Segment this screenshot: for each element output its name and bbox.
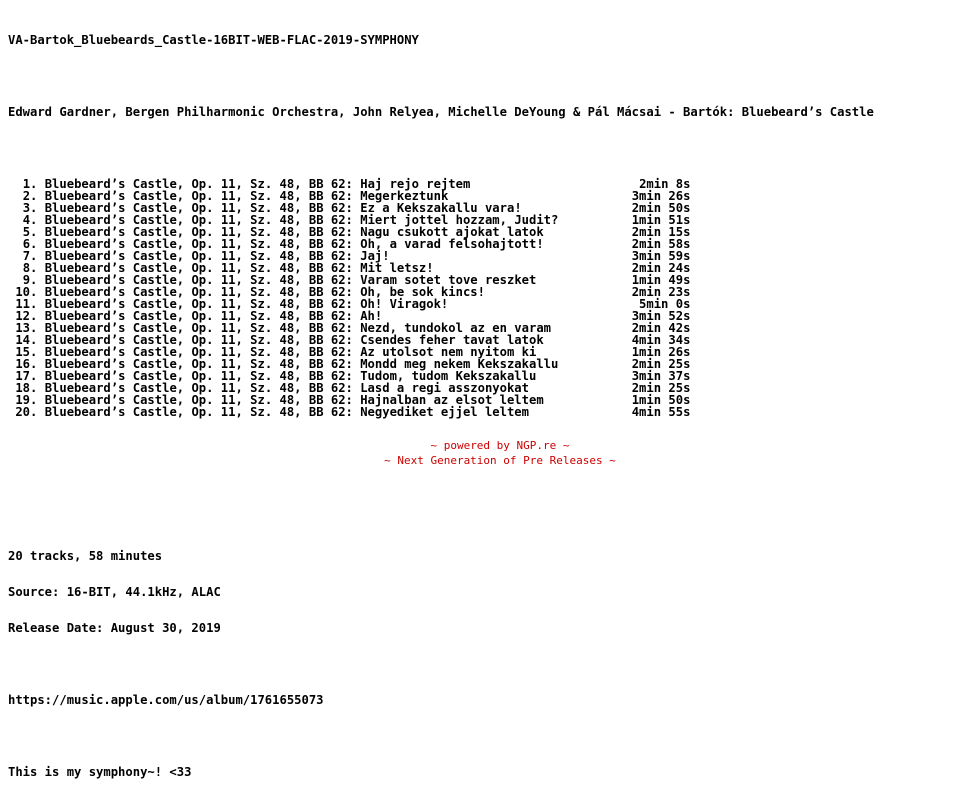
track-number: 19. — [15, 393, 38, 407]
track-duration: 3min 52s — [631, 309, 691, 323]
track-number: 15. — [15, 345, 38, 359]
track-title: Bluebeard’s Castle, Op. 11, Sz. 48, BB 62: Ez a Kekszakallu vara! — [44, 201, 522, 215]
track-duration: 3min 59s — [631, 249, 691, 263]
track-duration: 2min 42s — [631, 321, 691, 335]
blank-line — [8, 70, 874, 82]
track-title: Bluebeard’s Castle, Op. 11, Sz. 48, BB 62: Varam sotet tove reszket — [44, 273, 537, 287]
summary-totals: 20 tracks, 58 minutes — [8, 549, 163, 563]
track-title: Bluebeard’s Castle, Op. 11, Sz. 48, BB 62: Mit letsz! — [44, 261, 434, 275]
track-duration: 2min 8s — [639, 177, 691, 191]
track-duration: 3min 37s — [631, 369, 691, 383]
track-duration: 1min 26s — [631, 345, 691, 359]
track-number: 9. — [22, 273, 38, 287]
blank-line — [8, 658, 874, 670]
track-title: Bluebeard’s Castle, Op. 11, Sz. 48, BB 62: Oh! Viragok! — [44, 297, 449, 311]
track-number: 20. — [15, 405, 38, 419]
track-duration: 1min 50s — [631, 393, 691, 407]
track-title: Bluebeard’s Castle, Op. 11, Sz. 48, BB 62: Oh, be sok kincs! — [44, 285, 485, 299]
track-duration: 5min 0s — [639, 297, 691, 311]
track-number: 8. — [22, 261, 38, 275]
track-title: Bluebeard’s Castle, Op. 11, Sz. 48, BB 62: Tudom, tudom Kekszakallu — [44, 369, 537, 383]
track-duration: 3min 26s — [631, 189, 691, 203]
track-title: Bluebeard’s Castle, Op. 11, Sz. 48, BB 62: Hajnalban az elsot leltem — [44, 393, 544, 407]
blank-line — [8, 514, 874, 526]
track-title: Bluebeard’s Castle, Op. 11, Sz. 48, BB 62: Nezd, tundokol az en varam — [44, 321, 551, 335]
track-number: 4. — [22, 213, 38, 227]
nfo-text-block — [8, 10, 874, 790]
summary-release-date: Release Date: August 30, 2019 — [8, 621, 221, 635]
album-title: Edward Gardner, Bergen Philharmonic Orchestra, John Relyea, Michelle DeYoung & Pál Mácsai - Bartók: Bluebeard’s Castle — [8, 105, 874, 119]
track-number: 11. — [15, 297, 38, 311]
track-title: Bluebeard’s Castle, Op. 11, Sz. 48, BB 62: Megerkeztunk — [44, 189, 449, 203]
track-duration: 1min 51s — [631, 213, 691, 227]
footer-powered-by: ~ powered by NGP.re ~ — [430, 439, 570, 452]
track-duration: 2min 50s — [631, 201, 691, 215]
track-number: 1. — [22, 177, 38, 191]
track-title: Bluebeard’s Castle, Op. 11, Sz. 48, BB 62: Az utolsot nem nyitom ki — [44, 345, 537, 359]
track-number: 17. — [15, 369, 38, 383]
blank-line — [8, 478, 874, 490]
track-number: 6. — [22, 237, 38, 251]
track-number: 14. — [15, 333, 38, 347]
track-title: Bluebeard’s Castle, Op. 11, Sz. 48, BB 62: Nagu csukott ajokat latok — [44, 225, 544, 239]
track-title: Bluebeard’s Castle, Op. 11, Sz. 48, BB 62: Haj rejo rejtem — [44, 177, 471, 191]
track-title: Bluebeard’s Castle, Op. 11, Sz. 48, BB 62: Miert jottel hozzam, Judit? — [44, 213, 559, 227]
track-row — [8, 406, 874, 418]
release-message: This is my symphony~! <33 — [8, 765, 192, 779]
footer-tagline: ~ Next Generation of Pre Releases ~ — [384, 454, 616, 467]
track-number: 3. — [22, 201, 38, 215]
track-number: 13. — [15, 321, 38, 335]
track-duration: 4min 34s — [631, 333, 691, 347]
track-number: 7. — [22, 249, 38, 263]
track-title: Bluebeard’s Castle, Op. 11, Sz. 48, BB 62: Negyediket ejjel leltem — [44, 405, 529, 419]
track-title: Bluebeard’s Castle, Op. 11, Sz. 48, BB 62: Oh, a varad felsohajtott! — [44, 237, 544, 251]
blank-line — [8, 730, 874, 742]
track-number: 5. — [22, 225, 38, 239]
track-duration: 2min 15s — [631, 225, 691, 239]
track-duration: 2min 25s — [631, 357, 691, 371]
track-number: 16. — [15, 357, 38, 371]
track-duration: 1min 49s — [631, 273, 691, 287]
blank-line — [8, 142, 874, 154]
track-title: Bluebeard’s Castle, Op. 11, Sz. 48, BB 62: Ah! — [44, 309, 383, 323]
track-number: 18. — [15, 381, 38, 395]
summary-source: Source: 16-BIT, 44.1kHz, ALAC — [8, 585, 221, 599]
track-duration: 2min 24s — [631, 261, 691, 275]
release-name: VA-Bartok_Bluebeards_Castle-16BIT-WEB-FLAC-2019-SYMPHONY — [8, 33, 419, 47]
track-duration: 2min 23s — [631, 285, 691, 299]
track-title: Bluebeard’s Castle, Op. 11, Sz. 48, BB 62: Lasd a regi asszonyokat — [44, 381, 529, 395]
track-title: Bluebeard’s Castle, Op. 11, Sz. 48, BB 62: Csendes feher tavat latok — [44, 333, 544, 347]
track-duration: 2min 58s — [631, 237, 691, 251]
album-url: https://music.apple.com/us/album/1761655073 — [8, 693, 324, 707]
track-title: Bluebeard’s Castle, Op. 11, Sz. 48, BB 62: Mondd meg nekem Kekszakallu — [44, 357, 559, 371]
track-number: 10. — [15, 285, 38, 299]
track-duration: 4min 55s — [631, 405, 691, 419]
track-number: 12. — [15, 309, 38, 323]
tracklist — [8, 178, 874, 418]
track-number: 2. — [22, 189, 38, 203]
track-duration: 2min 25s — [631, 381, 691, 395]
track-title: Bluebeard’s Castle, Op. 11, Sz. 48, BB 62: Jaj! — [44, 249, 390, 263]
